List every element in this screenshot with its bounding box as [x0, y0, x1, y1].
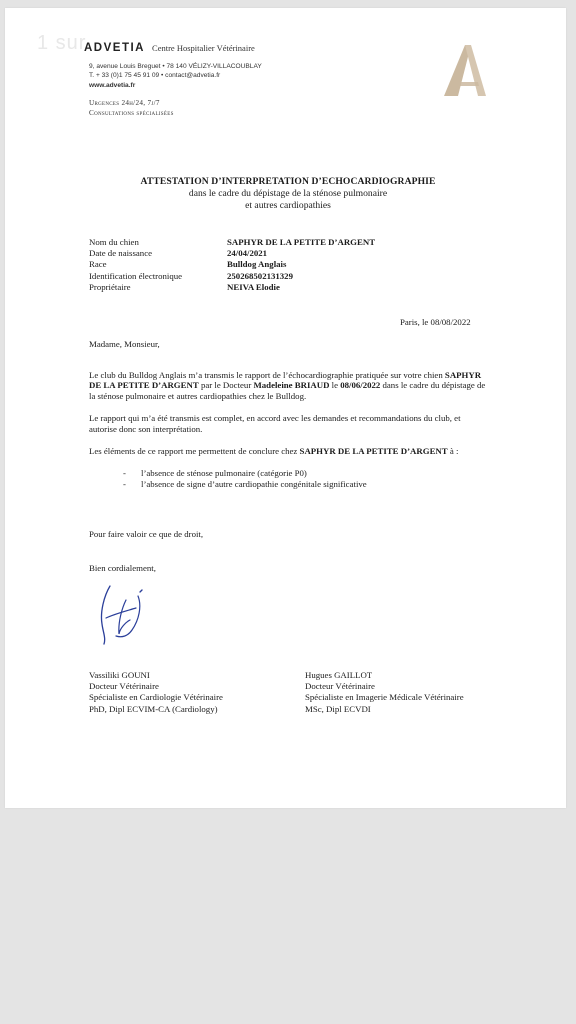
identity-label: Race	[89, 259, 107, 270]
identity-value: SAPHYR DE LA PETITE D’ARGENT	[227, 237, 376, 247]
letter-body	[89, 339, 489, 489]
paragraph-2: Le rapport qui m’a été transmis est complet, en accord avec les demandes et recommandations du club, et autorise donc son interprétation.	[89, 413, 461, 434]
identity-label: Nom du chien	[89, 237, 139, 247]
identity-value: 24/04/2021	[227, 248, 268, 259]
contact-line: T. + 33 (0)1 75 45 91 09 • contact@advetia.fr	[89, 72, 221, 80]
identity-row	[89, 248, 375, 259]
consultations-line: Consultations spécialisées	[89, 109, 174, 117]
identity-label: Date de naissance	[89, 248, 153, 259]
identity-value: Bulldog Anglais	[227, 259, 287, 270]
brand-name: ADVETIA	[84, 42, 145, 54]
brand-subtitle: Centre Hospitalier Vétérinaire	[152, 43, 255, 53]
signer-name: Vassiliki GOUNI	[89, 670, 150, 680]
p3-text-a: Les éléments de ce rapport me permettent de conclure chez	[89, 445, 300, 456]
handwritten-signature	[92, 578, 162, 653]
conclusion-list	[123, 468, 489, 489]
p3-text-b: à :	[447, 445, 459, 456]
identity-row	[89, 271, 375, 282]
p1-dog-name: SAPHYR DE LA PETITE D’ARGENT	[89, 369, 482, 391]
identity-value: NEIVA Elodie	[227, 281, 280, 292]
title-line-3: et autres cardiopathies	[245, 200, 331, 211]
urgences-line: Urgences 24h/24, 7j/7	[89, 99, 160, 107]
identity-label: Identification électronique	[89, 270, 183, 281]
p1-text-d: dans le cadre du dépistage de la sténose pulmonaire et autres cardiopathies chez le Bulldog.	[89, 380, 486, 401]
identity-table	[89, 237, 375, 293]
website-line: www.advetia.fr	[89, 81, 136, 89]
letterhead-brand	[84, 42, 255, 54]
bullet-dash: -	[123, 478, 126, 489]
title-line-2: dans le cadre du dépistage de la sténose pulmonaire	[188, 188, 388, 199]
identity-value: 250268502131329	[227, 270, 293, 281]
paragraph-3	[89, 446, 489, 457]
list-item	[123, 468, 489, 479]
bullet-dash: -	[123, 468, 126, 479]
bullet-text: l’absence de signe d’autre cardiopathie congénitale significative	[141, 478, 367, 489]
p1-text-c: le	[329, 380, 341, 391]
bullet-text: l’absence de sténose pulmonaire (catégorie P0)	[141, 468, 307, 479]
closing-regards: Bien cordialement,	[89, 563, 156, 573]
date-line: Paris, le 08/08/2022	[400, 317, 471, 327]
salutation: Madame, Monsieur,	[89, 339, 160, 349]
signer-title: Docteur Vétérinaire	[89, 681, 159, 692]
letterhead-address	[89, 62, 262, 90]
identity-row	[89, 259, 375, 270]
document-title	[0, 176, 576, 212]
page-counter-ghost: 1 sur	[37, 32, 87, 54]
signer-title: Docteur Vétérinaire	[305, 681, 375, 692]
signer-block-1	[89, 670, 223, 715]
signer-specialty: Spécialiste en Cardiologie Vétérinaire	[89, 692, 223, 703]
signer-block-2	[305, 670, 464, 715]
p1-exam-date: 08/06/2022	[340, 380, 381, 391]
signer-degrees: MSc, Dipl ECVDI	[305, 703, 371, 714]
identity-row	[89, 282, 375, 293]
p3-dog-name: SAPHYR DE LA PETITE D’ARGENT	[299, 445, 448, 456]
address-line: 9, avenue Louis Breguet • 78 140 VÉLIZY-VILLACOUBLAY	[89, 63, 262, 70]
signer-specialty: Spécialiste en Imagerie Médicale Vétérinaire	[305, 692, 464, 703]
letterhead-services	[89, 98, 174, 118]
list-item	[123, 479, 489, 490]
signer-degrees: PhD, Dipl ECVIM-CA (Cardiology)	[89, 703, 218, 714]
advetia-logo-icon	[438, 40, 488, 105]
identity-label: Propriétaire	[89, 281, 131, 292]
p1-text-b: par le Docteur	[198, 380, 254, 391]
p1-text-a: Le club du Bulldog Anglais m’a transmis le rapport de l’échocardiographie pratiquée sur votre chien	[89, 369, 445, 380]
p1-doctor-name: Madeleine BRIAUD	[253, 380, 330, 391]
identity-row	[89, 237, 375, 248]
closing-formula: Pour faire valoir ce que de droit,	[89, 529, 204, 539]
paragraph-1	[89, 370, 489, 402]
title-line-1: ATTESTATION D’INTERPRETATION D’ECHOCARDIOGRAPHIE	[140, 176, 436, 187]
signer-name: Hugues GAILLOT	[305, 670, 373, 680]
